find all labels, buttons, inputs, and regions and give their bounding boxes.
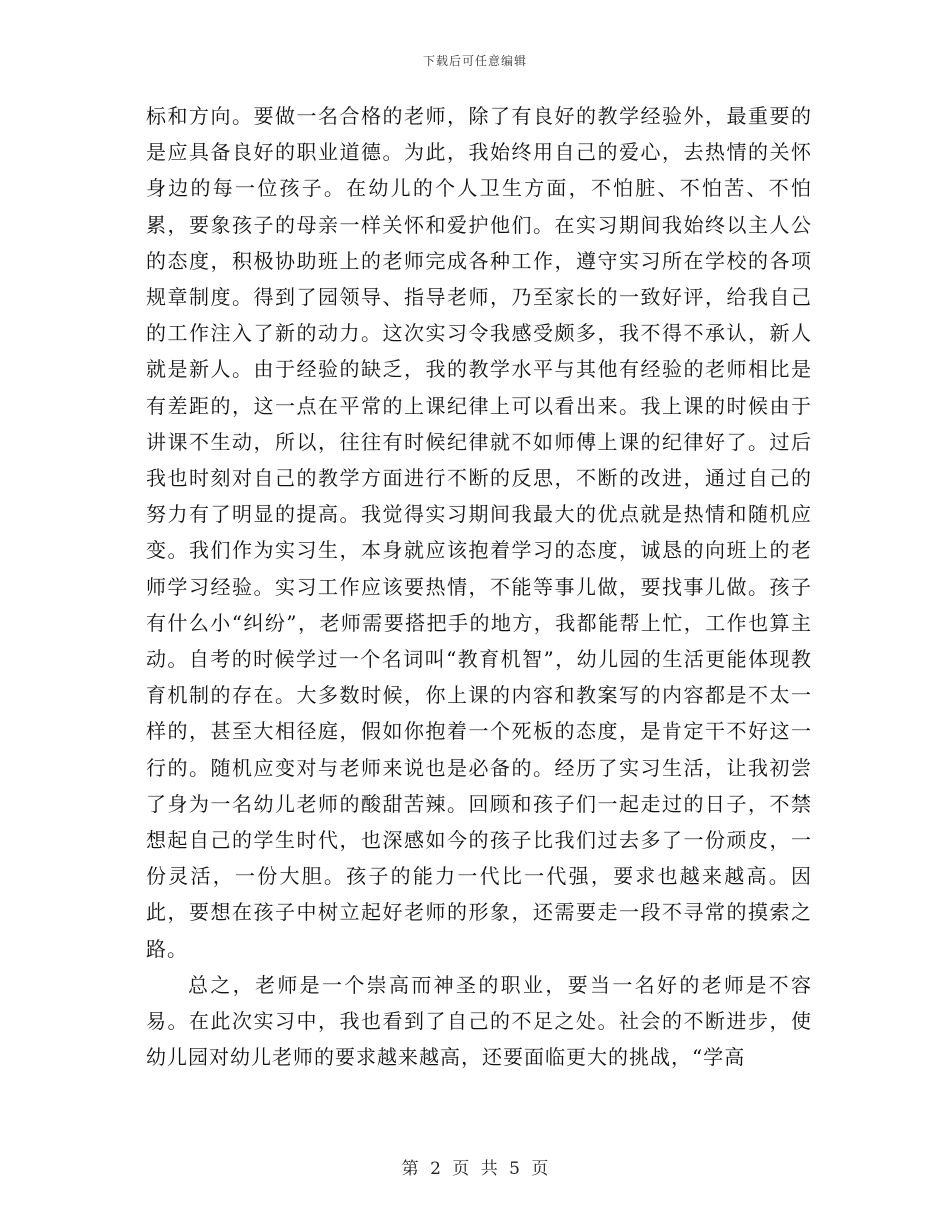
page-number-footer: 第 2 页 共 5 页 [401, 1159, 549, 1179]
page-header: 下载后可任意编辑 [422, 54, 527, 68]
paragraph-2: 总之，老师是一个崇高而神圣的职业，要当一名好的老师是不容易。在此次实习中，我也看到了自己的不足之处。社会的不断进步，使幼儿园对幼儿老师的要求越来越高，还要面临更大的挑战，“学高 [146, 972, 812, 1070]
paragraph-1: 标和方向。要做一名合格的老师，除了有良好的教学经验外，最重要的是应具备良好的职业道德。为此，我始终用自己的爱心，去热情的关怀身边的每一位孩子。在幼儿的个人卫生方面，不怕脏、不怕苦、不怕累，要象孩子的母亲一样关怀和爱护他们。在实习期间我始终以主人公的态度，积极协助班上的老师完成各种工作，遵守实习所在学校的各项规章制度。得到了园领导、指导老师，乃至家长的一致好评，给我自己的工作注入了新的动力。这次实习令我感受颇多，我不得不承认，新人就是新人。由于经验的缺乏，我的教学水平与其他有经验的老师相比是有差距的，这一点在平常的上课纪律上可以看出来。我上课的时候由于讲课不生动，所以，往往有时候纪律就不如师傅上课的纪律好了。过后我也时刻对自己的教学方面进行不断的反思，不断的改进，通过自己的努力有了明显的提高。我觉得实习期间我最大的优点就是热情和随机应变。我们作为实习生，本身就应该抱着学习的态度，诚恳的向班上的老师学习经验。实习工作应该要热情，不能等事儿做，要找事儿做。孩子有什么小“纠纷”，老师需要搭把手的地方，我都能帮上忙，工作也算主动。自考的时候学过一个名词叫“教育机智”，幼儿园的生活更能体现教育机制的存在。大多数时候，你上课的内容和教案写的内容都是不太一样的，甚至大相径庭，假如你抱着一个死板的态度，是肯定干不好这一行的。随机应变对与老师来说也是必备的。经历了实习生活，让我初尝了身为一名幼儿老师的酸甜苦辣。回顾和孩子们一起走过的日子，不禁想起自己的学生时代，也深感如今的孩子比我们过去多了一份顽皮，一份灵活，一份大胆。孩子的能力一代比一代强，要求也越来越高。因此，要想在孩子中树立起好老师的形象，还需要走一段不寻常的摸索之路。 [146, 104, 812, 961]
document-body [146, 98, 812, 1075]
